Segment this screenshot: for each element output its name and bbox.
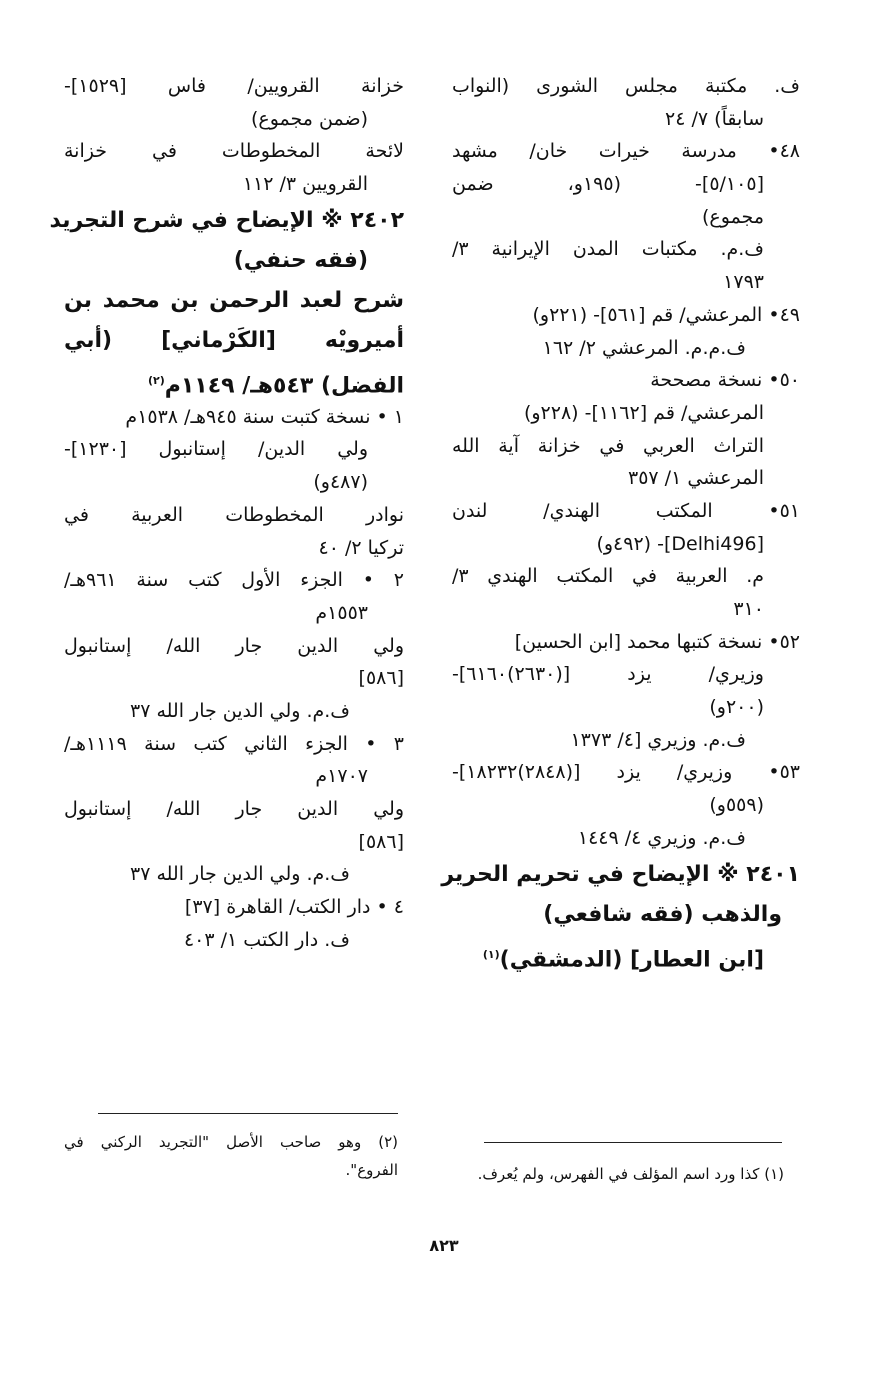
text-line: لائحة المخطوطات في خزانة (64, 140, 404, 163)
entry-48: ٤٨• مدرسة خيرات خان/ مشهد (452, 140, 800, 163)
text-line: مجموع) (702, 205, 764, 228)
entry-2401-title: ٢٤٠١ ※ الإيضاح في تحريم الحرير (441, 861, 800, 887)
text-line: ١٧٠٧م (315, 765, 368, 788)
text-line: نوادر المخطوطات العربية في (64, 503, 404, 526)
text-line: ١٥٥٣م (315, 601, 368, 624)
text-line: ف.م.م. المرعشي ٢/ ١٦٢ (542, 336, 746, 359)
text-line: ف.م. ولي الدين جار الله ٣٧ (129, 863, 350, 886)
footnote-line: (٢) وهو صاحب الأصل "التجريد الركني في (64, 1133, 398, 1151)
text-line: [Delhi496]- (٤٩٢و) (596, 532, 764, 555)
footnote-right (440, 1160, 784, 1188)
entry-2402-author: أميرويْه [الكَرْماني] (أبي (64, 327, 404, 353)
right-column (441, 70, 800, 975)
text-line: م. العربية في المكتب الهندي ٣/ (452, 565, 764, 588)
footnote-line: (١) كذا ورد اسم المؤلف في الفهرس، ولم يُعرف. (477, 1165, 784, 1183)
footnote-line: الفروع". (345, 1161, 398, 1179)
footnote-left (64, 1128, 398, 1184)
text-line: (ضمن مجموع) (250, 107, 368, 130)
copy-1: ١ • نسخة كتبت سنة ٩٤٥هـ/ ١٥٣٨م (125, 405, 404, 428)
text-line: وزيري/ يزد [(٢٦٣٠)٦١٦٠]- (452, 663, 764, 686)
copy-2: ٢ • الجزء الأول كتب سنة ٩٦١هـ/ (64, 569, 404, 592)
entry-2401-subject: والذهب (فقه شافعي) (543, 901, 782, 927)
text-line: سابقاً) ٧/ ٢٤ (665, 107, 764, 130)
entry-49: ٤٩• المرعشي/ قم [٥٦١]- (٢٢١و) (532, 303, 800, 326)
footnote-divider (484, 1142, 782, 1143)
copy-3: ٣ • الجزء الثاني كتب سنة ١١١٩هـ/ (64, 732, 404, 755)
entry-2402-subject: (فقه حنفي) (233, 247, 368, 273)
text-line: المرعشي ١/ ٣٥٧ (628, 467, 764, 490)
entry-51: ٥١• المكتب الهندي/ لندن (452, 499, 800, 522)
text-line: تركيا ٢/ ٤٠ (318, 536, 404, 559)
author-name: [ابن العطار] (الدمشقي) (499, 946, 764, 972)
text-line: [٥/١٠٥]- (١٩٥و، ضمن (452, 173, 764, 196)
text-line: ف.م. ولي الدين جار الله ٣٧ (129, 699, 350, 722)
entry-2401-author (452, 935, 800, 975)
entry-50: ٥٠• نسخة مصححة (650, 369, 800, 392)
text-line: ف. دار الكتب ١/ ٤٠٣ (183, 928, 350, 951)
text-line: (٢٠٠و) (709, 696, 764, 719)
page-number: ٨٢٣ (429, 1236, 459, 1255)
footnote-ref: (٢) (147, 373, 165, 387)
text-line: ولي الدين جار الله/ إستانبول (64, 798, 404, 820)
author-date: الفضل) ٥٤٣هـ/ ١١٤٩م (164, 373, 404, 399)
text-line: ١٧٩٣ (723, 271, 764, 294)
text-line: ف.م. وزيري ٤/ ١٤٤٩ (577, 826, 746, 849)
text-line: [٥٨٦] (358, 667, 404, 690)
entry-52: ٥٢• نسخة كتبها محمد [ابن الحسين] (514, 630, 800, 653)
entry-2402-title: ٢٤٠٢ ※ الإيضاح في شرح التجريد (49, 207, 404, 233)
text-line: [٥٨٦] (358, 830, 404, 853)
text-line: المرعشي/ قم [١١٦٢]- (٢٢٨و) (523, 401, 764, 424)
entry-2402-author: شرح لعبد الرحمن بن محمد بن (64, 287, 404, 313)
entry-53: ٥٣• وزيري/ يزد [(٢٨٤٨)١٨٢٣٢]- (452, 761, 800, 784)
footnote-divider (98, 1113, 398, 1114)
text-line: ف.م. وزيري [٤/ ١٣٧٣ (570, 728, 746, 751)
text-line: القرويين ٣/ ١١٢ (242, 173, 368, 196)
entry-2402-author (64, 361, 404, 401)
text-line: ولي الدين/ إستانبول [١٢٣٠]- (64, 438, 368, 461)
text-line: ف.م. مكتبات المدن الإيرانية ٣/ (452, 238, 764, 261)
text-line: خزانة القرويين/ فاس [١٥٢٩]- (64, 75, 404, 97)
text-line: ٣١٠ (733, 598, 764, 620)
text-line: التراث العربي في خزانة آية الله (452, 434, 764, 457)
text-line: (٤٨٧و) (313, 471, 368, 494)
copy-4: ٤ • دار الكتب/ القاهرة [٣٧] (184, 896, 404, 919)
text-line: ف. مكتبة مجلس الشورى (النواب (452, 75, 800, 97)
text-line: ولي الدين جار الله/ إستانبول (64, 634, 404, 657)
text-line: (٥٥٩و) (709, 794, 764, 817)
footnote-ref: (١) (482, 947, 500, 961)
left-column (49, 70, 404, 956)
